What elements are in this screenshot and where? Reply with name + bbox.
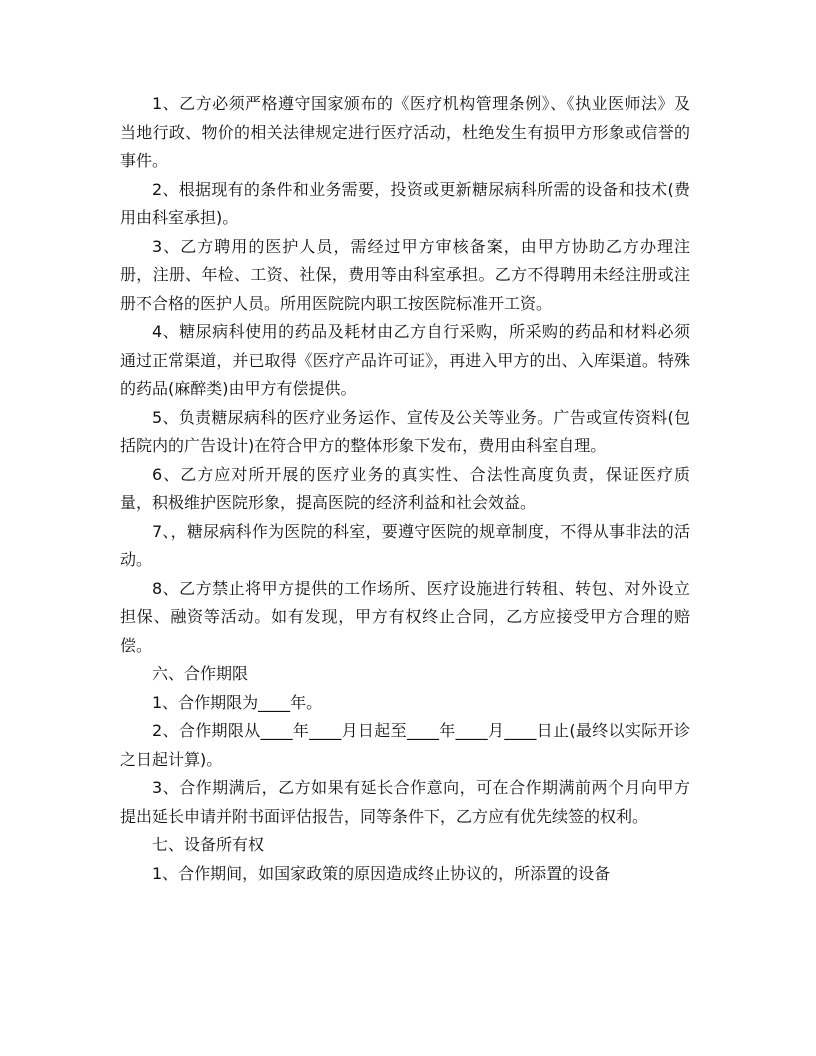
paragraph-term-3: 3、合作期满后，乙方如果有延长合作意向，可在合作期满前两个月向甲方提出延长申请并附书面评估报告，同等条件下，乙方应有优先续签的权利。	[120, 778, 690, 826]
section-heading-equipment: 七、设备所有权	[152, 835, 265, 854]
paragraph-term-2: 2、合作期限从____年____月日起至____年____月____日止(最终以实际开诊之日起计算)。	[120, 721, 690, 769]
paragraph-clause-1: 1、乙方必须严格遵守国家颁布的《医疗机构管理条例》、《执业医师法》及当地行政、物价的相关法律规定进行医疗活动，杜绝发生有损甲方形象或信誉的事件。	[120, 94, 690, 170]
paragraph-clause-6: 6、乙方应对所开展的医疗业务的真实性、合法性高度负责，保证医疗质量，积极维护医院形象，提高医院的经济利益和社会效益。	[120, 464, 690, 512]
paragraph-equipment-1: 1、合作期间，如国家政策的原因造成终止协议的，所添置的设备	[152, 863, 611, 883]
paragraph-clause-3: 3、乙方聘用的医护人员，需经过甲方审核备案，由甲方协助乙方办理注册，注册、年检、工资、社保，费用等由科室承担。乙方不得聘用未经注册或注册不合格的医护人员。所用医院院内职工按医院标准开工资。	[120, 236, 690, 313]
document-body	[120, 90, 690, 888]
section-heading-term: 六、合作期限	[152, 664, 249, 683]
paragraph-term-1: 1、合作期限为____年。	[152, 692, 323, 712]
paragraph-clause-4: 4、糖尿病科使用的药品及耗材由乙方自行采购，所采购的药品和材料必须通过正常渠道，并已取得《医疗产品许可证》，再进入甲方的出、入库渠道。特殊的药品(麻醉类)由甲方有偿提供。	[120, 322, 690, 398]
paragraph-clause-7: 7、，糖尿病科作为医院的科室，要遵守医院的规章制度，不得从事非法的活动。	[120, 521, 690, 569]
paragraph-clause-8: 8、乙方禁止将甲方提供的工作场所、医疗设施进行转租、转包、对外设立担保、融资等活动。如有发现，甲方有权终止合同，乙方应接受甲方合理的赔偿。	[120, 578, 690, 655]
paragraph-clause-5: 5、负责糖尿病科的医疗业务运作、宣传及公关等业务。广告或宣传资料(包括院内的广告设计)在符合甲方的整体形象下发布，费用由科室自理。	[120, 407, 690, 455]
paragraph-clause-2: 2、根据现有的条件和业务需要，投资或更新糖尿病科所需的设备和技术(费用由科室承担)。	[120, 179, 690, 227]
